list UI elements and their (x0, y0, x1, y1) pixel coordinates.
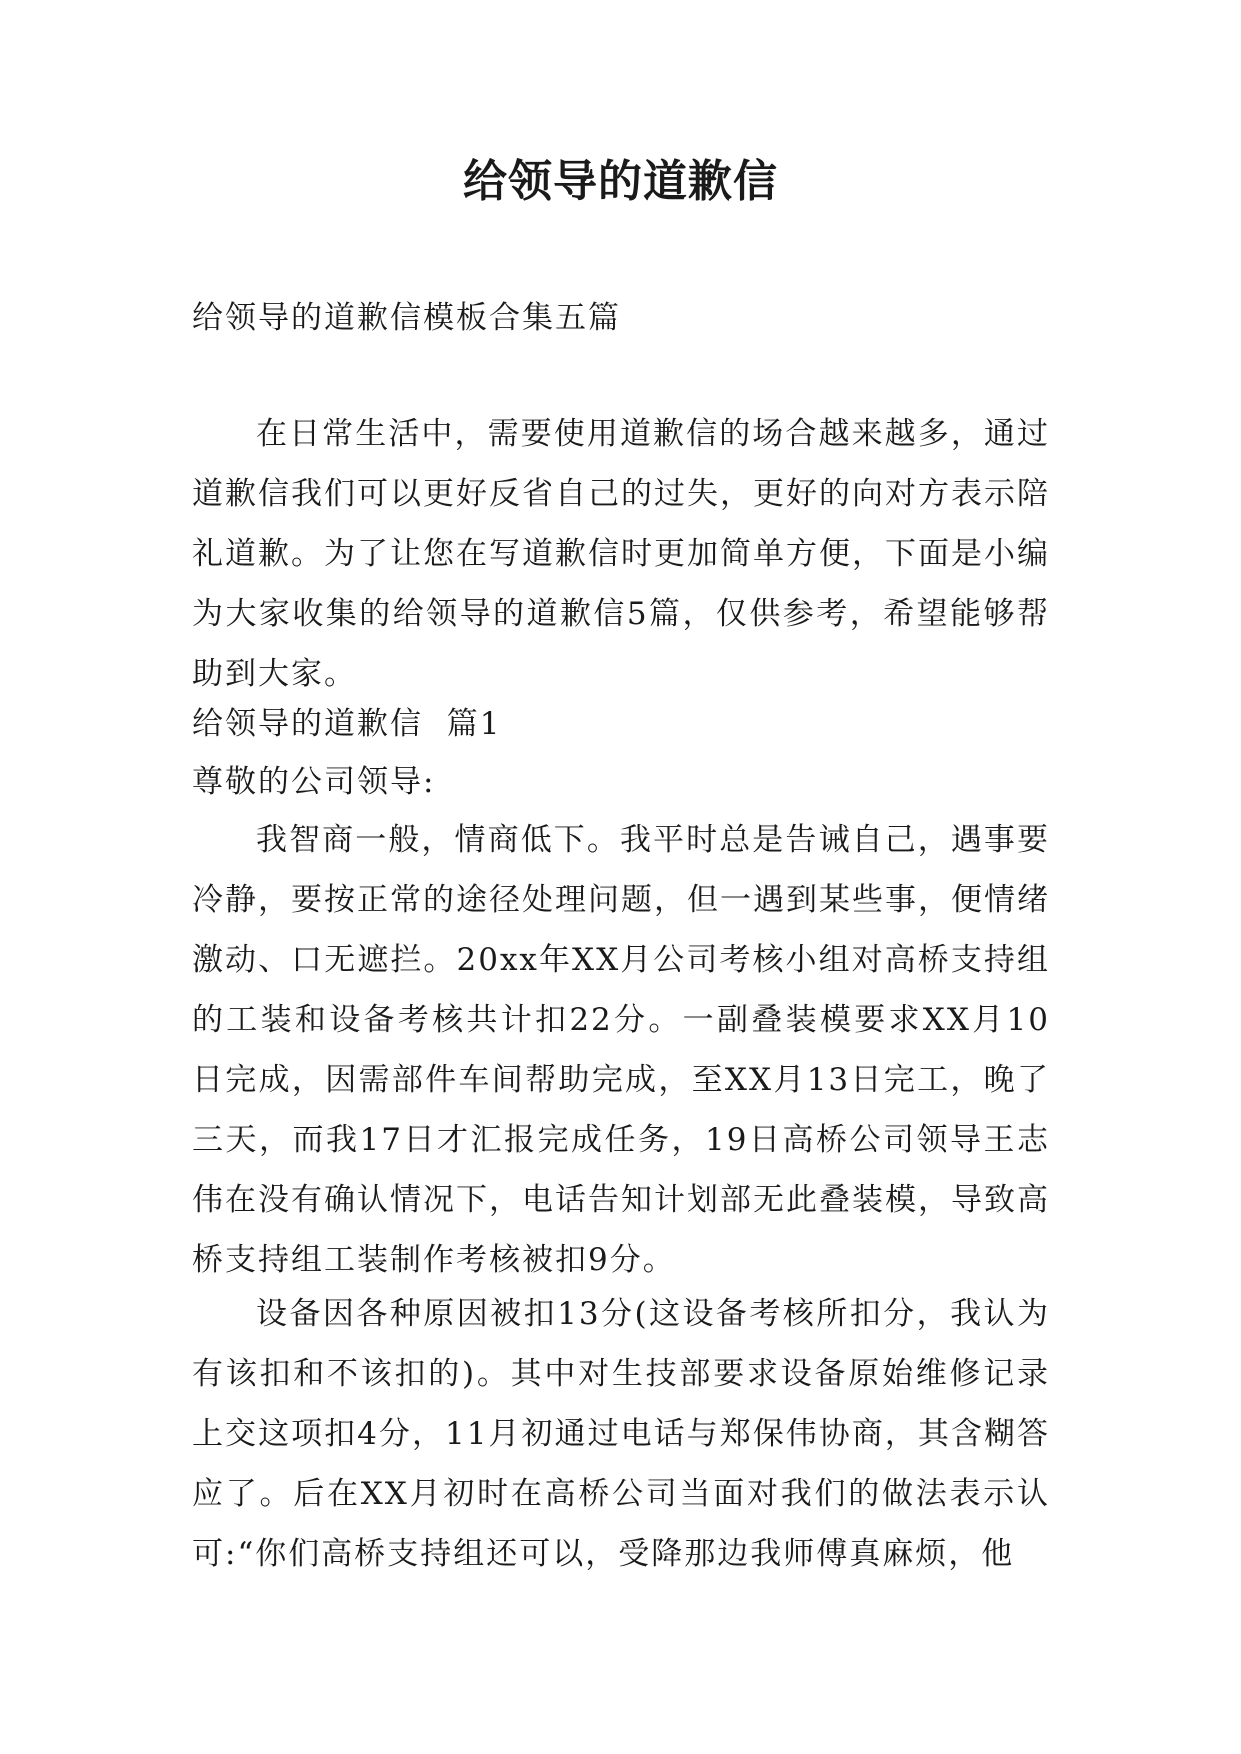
intro-paragraph: 在日常生活中，需要使用道歉信的场合越来越多，通过道歉信我们可以更好反省自己的过失，更好的向对方表示陪礼道歉。为了让您在写道歉信时更加简单方便，下面是小编为大家收集的给领导的道歉信5篇，仅供参考，希望能够帮助到大家。 (192, 416, 1050, 692)
body-paragraph: 设备因各种原因被扣13分(这设备考核所扣分，我认为有该扣和不该扣的)。其中对生技部要求设备原始维修记录上交这项扣4分，11月初通过电话与郑保伟协商，其含糊答应了。后在XX月初时在高桥公司当面对我们的做法表示认可:“你们高桥支持组还可以，受降那边我师傅真麻烦，他 (192, 1296, 1050, 1572)
document-title: 给领导的道歉信 (463, 156, 778, 207)
salutation: 尊敬的公司领导: (192, 764, 436, 800)
body-paragraph: 我智商一般，情商低下。我平时总是告诫自己，遇事要冷静，要按正常的途径处理问题，但一遇到某些事，便情绪激动、口无遮拦。20xx年XX月公司考核小组对高桥支持组的工装和设备考核共计扣22分。一副叠装模要求XX月10日完成，因需部件车间帮助完成，至XX月13日完工，晚了三天，而我17日才汇报完成任务，19日高桥公司领导王志伟在没有确认情况下，电话告知计划部无此叠装模，导致高桥支持组工装制作考核被扣9分。 (192, 822, 1050, 1278)
document-subtitle: 给领导的道歉信模板合集五篇 (192, 300, 621, 336)
section-heading: 给领导的道歉信 篇1 (192, 706, 502, 742)
